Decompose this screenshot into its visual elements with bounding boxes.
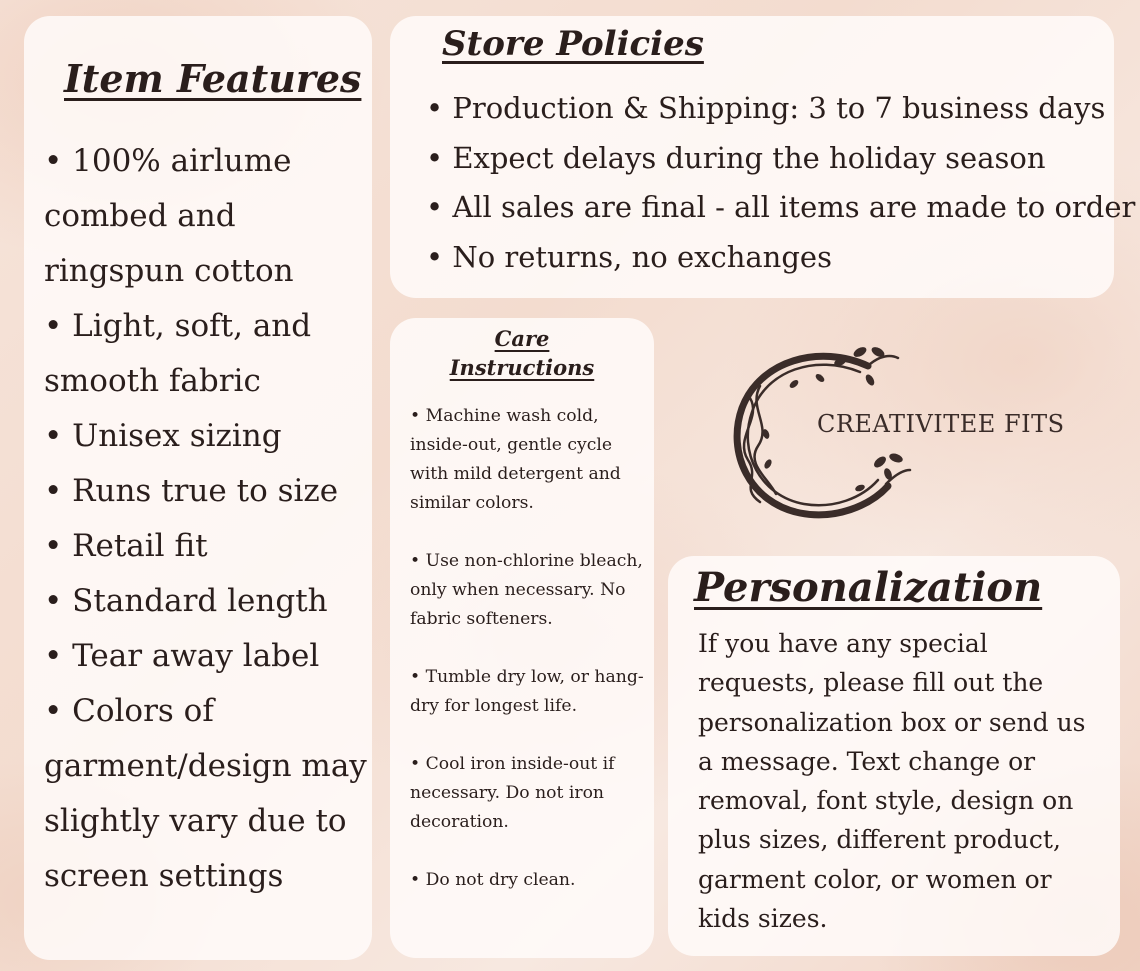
policy-item: • No returns, no exchanges (426, 239, 832, 274)
personalization-card (668, 556, 1120, 956)
store-policies-card (390, 16, 1136, 298)
personalization-title: Personalization (694, 564, 1043, 611)
feature-item: • Light, soft, and smooth fabric (44, 308, 312, 399)
care-instructions-list (410, 402, 646, 924)
care-item: • Use non-chlorine bleach, only when necessary. No fabric softeners. (410, 551, 643, 629)
feature-item: • 100% airlume combed and ringspun cotton (44, 143, 294, 289)
care-title-line1: Care (494, 326, 550, 351)
care-instructions-title (390, 324, 654, 382)
personalization-body: If you have any special requests, please fill out the personalization box or send us a message. Text change or removal, font style, design on plus sizes, different product, garment color, or women or kids sizes. (698, 629, 1086, 934)
store-policies-list (426, 84, 1135, 282)
item-features-card (24, 16, 372, 960)
item-features-title: Item Features (64, 56, 362, 101)
feature-item: • Runs true to size (44, 473, 339, 509)
care-instructions-card (390, 318, 654, 958)
store-policies-title: Store Policies (442, 24, 704, 64)
feature-item: • Colors of garment/design may slightly vary due to screen settings (44, 693, 367, 894)
policy-item: • All sales are final - all items are made to order (426, 190, 1136, 224)
care-item: • Tumble dry low, or hang-dry for longest life. (410, 667, 644, 716)
item-features-list (44, 134, 374, 904)
feature-item: • Retail fit (44, 528, 208, 564)
feature-item: • Tear away label (44, 638, 320, 674)
feature-item: • Standard length (44, 583, 328, 619)
policy-item: • Expect delays during the holiday season (426, 140, 1046, 175)
care-item: • Machine wash cold, inside-out, gentle cycle with mild detergent and similar colors. (410, 406, 621, 513)
care-title-line2: Instructions (449, 355, 595, 380)
care-item: • Do not dry clean. (410, 870, 576, 890)
policy-item: • Production & Shipping: 3 to 7 business days (426, 91, 1106, 125)
care-item: • Cool iron inside-out if necessary. Do not iron decoration. (410, 754, 615, 832)
feature-item: • Unisex sizing (44, 418, 282, 454)
brand-logo (720, 338, 1080, 523)
brand-name: CREATIVITEE FITS (817, 410, 1065, 438)
